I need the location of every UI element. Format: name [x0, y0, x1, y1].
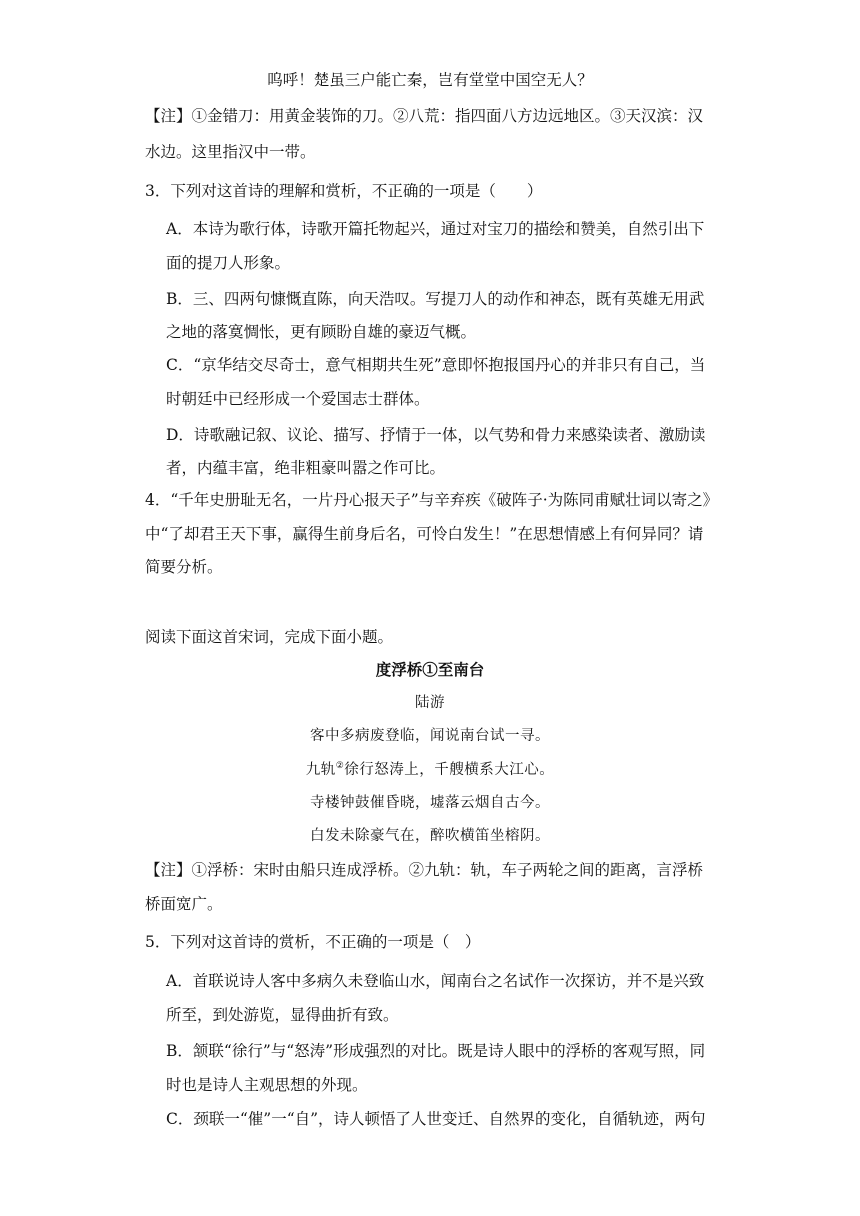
question-5-stem: 5．下列对这首诗的赏析，不正确的一项是（ ） — [145, 933, 481, 951]
question-3-option-c-cont: 时朝廷中已经形成一个爱国志士群体。 — [166, 390, 430, 408]
poem-verse-4: 白发未除豪气在，醉吹横笛坐榕阴。 — [310, 828, 550, 844]
question-3-option-b: B．三、四两句慷慨直陈，向天浩叹。写提刀人的动作和神态，既有英雄无用武 — [166, 290, 705, 308]
question-4-stem: 4．“千年史册耻无名，一片丹心报天子”与辛弃疾《破阵子·为陈同甫赋壮词以寄之》 — [145, 491, 719, 509]
poem-title: 度浮桥①至南台 — [375, 660, 485, 679]
question-5-option-a: A．首联说诗人客中多病久未登临山水，闻南台之名试作一次探访，并不是兴致 — [166, 972, 705, 990]
question-3-option-d-cont: 者，内蕴丰富，绝非粗豪叫嚣之作可比。 — [166, 459, 446, 477]
poem-verse-2 — [0, 760, 860, 780]
question-4-stem-cont: 简要分析。 — [145, 558, 223, 576]
poem-verse-2-part: 九轨 — [305, 762, 336, 778]
poem-note-line: 【注】①金错刀：用黄金装饰的刀。②八荒：指四面八方边远地区。③天汉滨：汉 — [145, 107, 704, 125]
question-5-option-b: B．颔联“徐行”与“怒涛”形成强烈的对比。既是诗人眼中的浮桥的客观写照，同 — [166, 1042, 706, 1060]
question-4-stem-cont: 中“了却君王天下事，赢得生前身后名，可怜白发生！”在思想情感上有何异同？请 — [145, 525, 704, 543]
footnote-marker: ② — [335, 761, 345, 771]
question-5-option-b-cont: 时也是诗人主观思想的外现。 — [166, 1076, 368, 1094]
question-3-option-a-cont: 面的提刀人形象。 — [166, 254, 291, 272]
question-5-option-c: C．颈联一“催”一“自”，诗人顿悟了人世变迁、自然界的变化，自循轨迹，两句 — [166, 1110, 706, 1128]
question-3-option-a: A．本诗为歌行体，诗歌开篇托物起兴，通过对宝刀的描绘和赞美，自然引出下 — [166, 220, 705, 238]
question-3-option-c: C．“京华结交尽奇士，意气相期共生死”意即怀抱报国丹心的并非只有自己，当 — [166, 356, 706, 374]
question-5-option-a-cont: 所至，到处游览，显得曲折有致。 — [166, 1006, 399, 1024]
question-3-option-d: D．诗歌融记叙、议论、描写、抒情于一体，以气势和骨力来感染读者、激励读 — [166, 426, 706, 444]
poem-verse-1: 客中多病废登临，闻说南台试一寻。 — [310, 728, 550, 744]
poem-note-line: 桥面宽广。 — [145, 895, 223, 913]
poem-author: 陆游 — [415, 695, 445, 711]
poem-note-line: 水边。这里指汉中一带。 — [145, 143, 316, 161]
poem-verse-3: 寺楼钟鼓催昏晓，墟落云烟自古今。 — [310, 795, 550, 811]
poem-note-line: 【注】①浮桥：宋时由船只连成浮桥。②九轨：轨，车子两轮之间的距离，言浮桥 — [145, 861, 704, 879]
question-3-stem: 3．下列对这首诗的理解和赏析，不正确的一项是（ ） — [145, 182, 543, 200]
question-3-option-b-cont: 之地的落寞惆怅，更有顾盼自雄的豪迈气概。 — [166, 323, 477, 341]
reading-intro: 阅读下面这首宋词，完成下面小题。 — [145, 628, 394, 646]
poem-verse-2-part: 徐行怒涛上，千艘横系大江心。 — [344, 762, 555, 778]
poem-closing-line: 呜呼！楚虽三户能亡秦，岂有堂堂中国空无人？ — [267, 71, 593, 89]
